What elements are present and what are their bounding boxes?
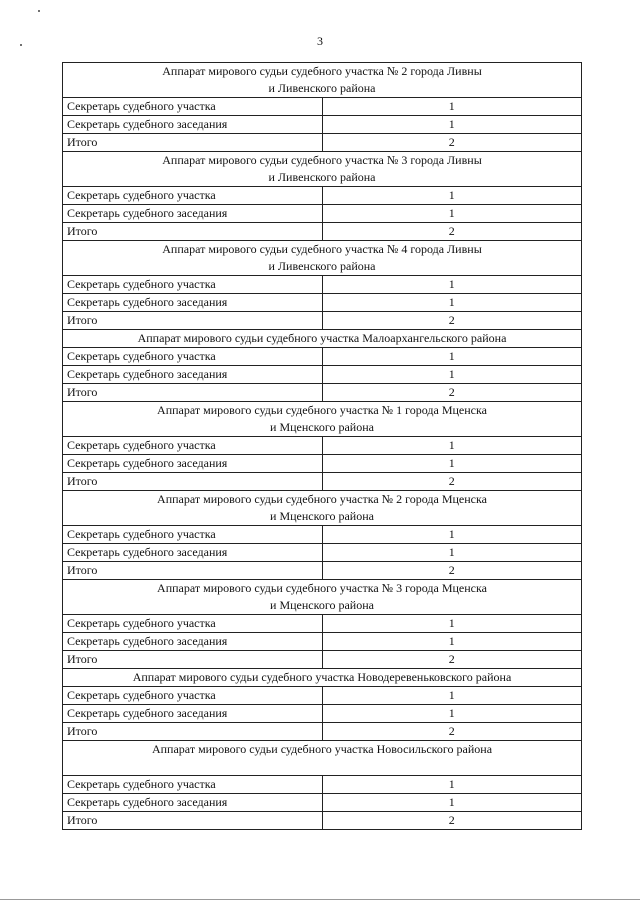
position-name: Секретарь судебного участка <box>63 98 323 116</box>
position-name: Секретарь судебного заседания <box>63 455 323 473</box>
position-name: Итого <box>63 812 323 830</box>
section-header-row <box>63 491 582 526</box>
staff-row <box>63 776 582 794</box>
position-name: Итого <box>63 651 323 669</box>
section-title-line: Аппарат мирового судьи судебного участка № 3 города Мценска <box>157 581 487 595</box>
section-title-line: Аппарат мирового судьи судебного участка № 1 города Мценска <box>157 403 487 417</box>
position-name: Итого <box>63 723 323 741</box>
section-title <box>63 152 582 187</box>
position-name: Секретарь судебного участка <box>63 437 323 455</box>
section-header-row <box>63 669 582 687</box>
position-count: 1 <box>322 366 582 384</box>
section-title-line: Аппарат мирового судьи судебного участка № 3 города Ливны <box>162 153 482 167</box>
position-count: 1 <box>322 116 582 134</box>
position-name: Секретарь судебного заседания <box>63 705 323 723</box>
position-count: 1 <box>322 776 582 794</box>
section-title-line: Аппарат мирового судьи судебного участка № 4 города Ливны <box>162 242 482 256</box>
total-row <box>63 562 582 580</box>
position-name: Секретарь судебного участка <box>63 615 323 633</box>
section-title-line: Аппарат мирового судьи судебного участка Малоархангельского района <box>137 331 507 345</box>
total-row <box>63 223 582 241</box>
staff-row <box>63 276 582 294</box>
position-count: 2 <box>322 312 582 330</box>
position-count: 2 <box>322 651 582 669</box>
position-count: 2 <box>322 134 582 152</box>
position-count: 1 <box>322 705 582 723</box>
position-count: 1 <box>322 187 582 205</box>
section-title-line: Аппарат мирового судьи судебного участка № 2 города Ливны <box>162 64 482 78</box>
position-count: 1 <box>322 544 582 562</box>
position-name: Итого <box>63 473 323 491</box>
page-bottom-edge <box>0 899 640 900</box>
position-count: 1 <box>322 294 582 312</box>
position-name: Секретарь судебного заседания <box>63 116 323 134</box>
section-title <box>63 402 582 437</box>
section-header-row <box>63 330 582 348</box>
position-count: 1 <box>322 633 582 651</box>
section-title <box>63 330 582 348</box>
position-count: 1 <box>322 348 582 366</box>
staff-row <box>63 705 582 723</box>
section-header-row <box>63 402 582 437</box>
position-name: Секретарь судебного участка <box>63 187 323 205</box>
staff-row <box>63 366 582 384</box>
position-count: 1 <box>322 687 582 705</box>
position-count: 1 <box>322 526 582 544</box>
section-title-line: и Мценского района <box>270 509 374 523</box>
total-row <box>63 134 582 152</box>
section-header-row <box>63 741 582 776</box>
total-row <box>63 312 582 330</box>
staff-row <box>63 526 582 544</box>
section-title <box>63 580 582 615</box>
position-name: Итого <box>63 312 323 330</box>
staff-table <box>62 62 582 830</box>
staff-row <box>63 615 582 633</box>
staff-row <box>63 294 582 312</box>
section-title-line <box>67 758 577 775</box>
section-title-line: и Ливенского района <box>268 170 376 184</box>
page-number: 3 <box>317 34 323 48</box>
total-row <box>63 384 582 402</box>
staff-table-body <box>63 63 582 830</box>
position-count: 2 <box>322 562 582 580</box>
staff-row <box>63 187 582 205</box>
position-count: 2 <box>322 723 582 741</box>
position-count: 2 <box>322 473 582 491</box>
position-name: Итого <box>63 134 323 152</box>
position-count: 2 <box>322 223 582 241</box>
section-title-line: и Ливенского района <box>268 259 376 273</box>
position-name: Итого <box>63 562 323 580</box>
position-name: Секретарь судебного заседания <box>63 544 323 562</box>
staff-row <box>63 455 582 473</box>
section-title-line: Аппарат мирового судьи судебного участка Новосильского района <box>151 742 493 756</box>
position-count: 1 <box>322 276 582 294</box>
staff-row <box>63 98 582 116</box>
position-name: Секретарь судебного заседания <box>63 366 323 384</box>
section-header-row <box>63 152 582 187</box>
position-name: Секретарь судебного заседания <box>63 633 323 651</box>
position-count: 1 <box>322 455 582 473</box>
position-name: Секретарь судебного участка <box>63 276 323 294</box>
scan-speck <box>38 10 40 12</box>
staff-row <box>63 348 582 366</box>
position-name: Секретарь судебного заседания <box>63 294 323 312</box>
section-title <box>63 741 582 776</box>
position-count: 2 <box>322 384 582 402</box>
section-header-row <box>63 241 582 276</box>
scan-speck <box>20 44 22 46</box>
section-title <box>63 241 582 276</box>
staff-row <box>63 116 582 134</box>
staff-row <box>63 687 582 705</box>
section-title-line: и Мценского района <box>270 598 374 612</box>
position-name: Секретарь судебного участка <box>63 348 323 366</box>
staff-row <box>63 544 582 562</box>
total-row <box>63 723 582 741</box>
position-name: Секретарь судебного участка <box>63 526 323 544</box>
section-title-line: Аппарат мирового судьи судебного участка Новодеревеньковского района <box>132 670 512 684</box>
position-count: 1 <box>322 205 582 223</box>
staff-row <box>63 633 582 651</box>
section-title-line: Аппарат мирового судьи судебного участка № 2 города Мценска <box>157 492 487 506</box>
position-name: Итого <box>63 223 323 241</box>
staff-row <box>63 794 582 812</box>
position-count: 1 <box>322 98 582 116</box>
section-title-line: и Ливенского района <box>268 81 376 95</box>
section-title <box>63 491 582 526</box>
section-title <box>63 63 582 98</box>
section-title <box>63 669 582 687</box>
position-count: 2 <box>322 812 582 830</box>
position-count: 1 <box>322 794 582 812</box>
section-header-row <box>63 63 582 98</box>
position-name: Секретарь судебного заседания <box>63 794 323 812</box>
position-count: 1 <box>322 615 582 633</box>
staff-row <box>63 205 582 223</box>
position-name: Секретарь судебного участка <box>63 776 323 794</box>
section-header-row <box>63 580 582 615</box>
position-count: 1 <box>322 437 582 455</box>
total-row <box>63 473 582 491</box>
position-name: Итого <box>63 384 323 402</box>
section-title-line: и Мценского района <box>270 420 374 434</box>
position-name: Секретарь судебного заседания <box>63 205 323 223</box>
position-name: Секретарь судебного участка <box>63 687 323 705</box>
total-row <box>63 651 582 669</box>
staff-row <box>63 437 582 455</box>
total-row <box>63 812 582 830</box>
